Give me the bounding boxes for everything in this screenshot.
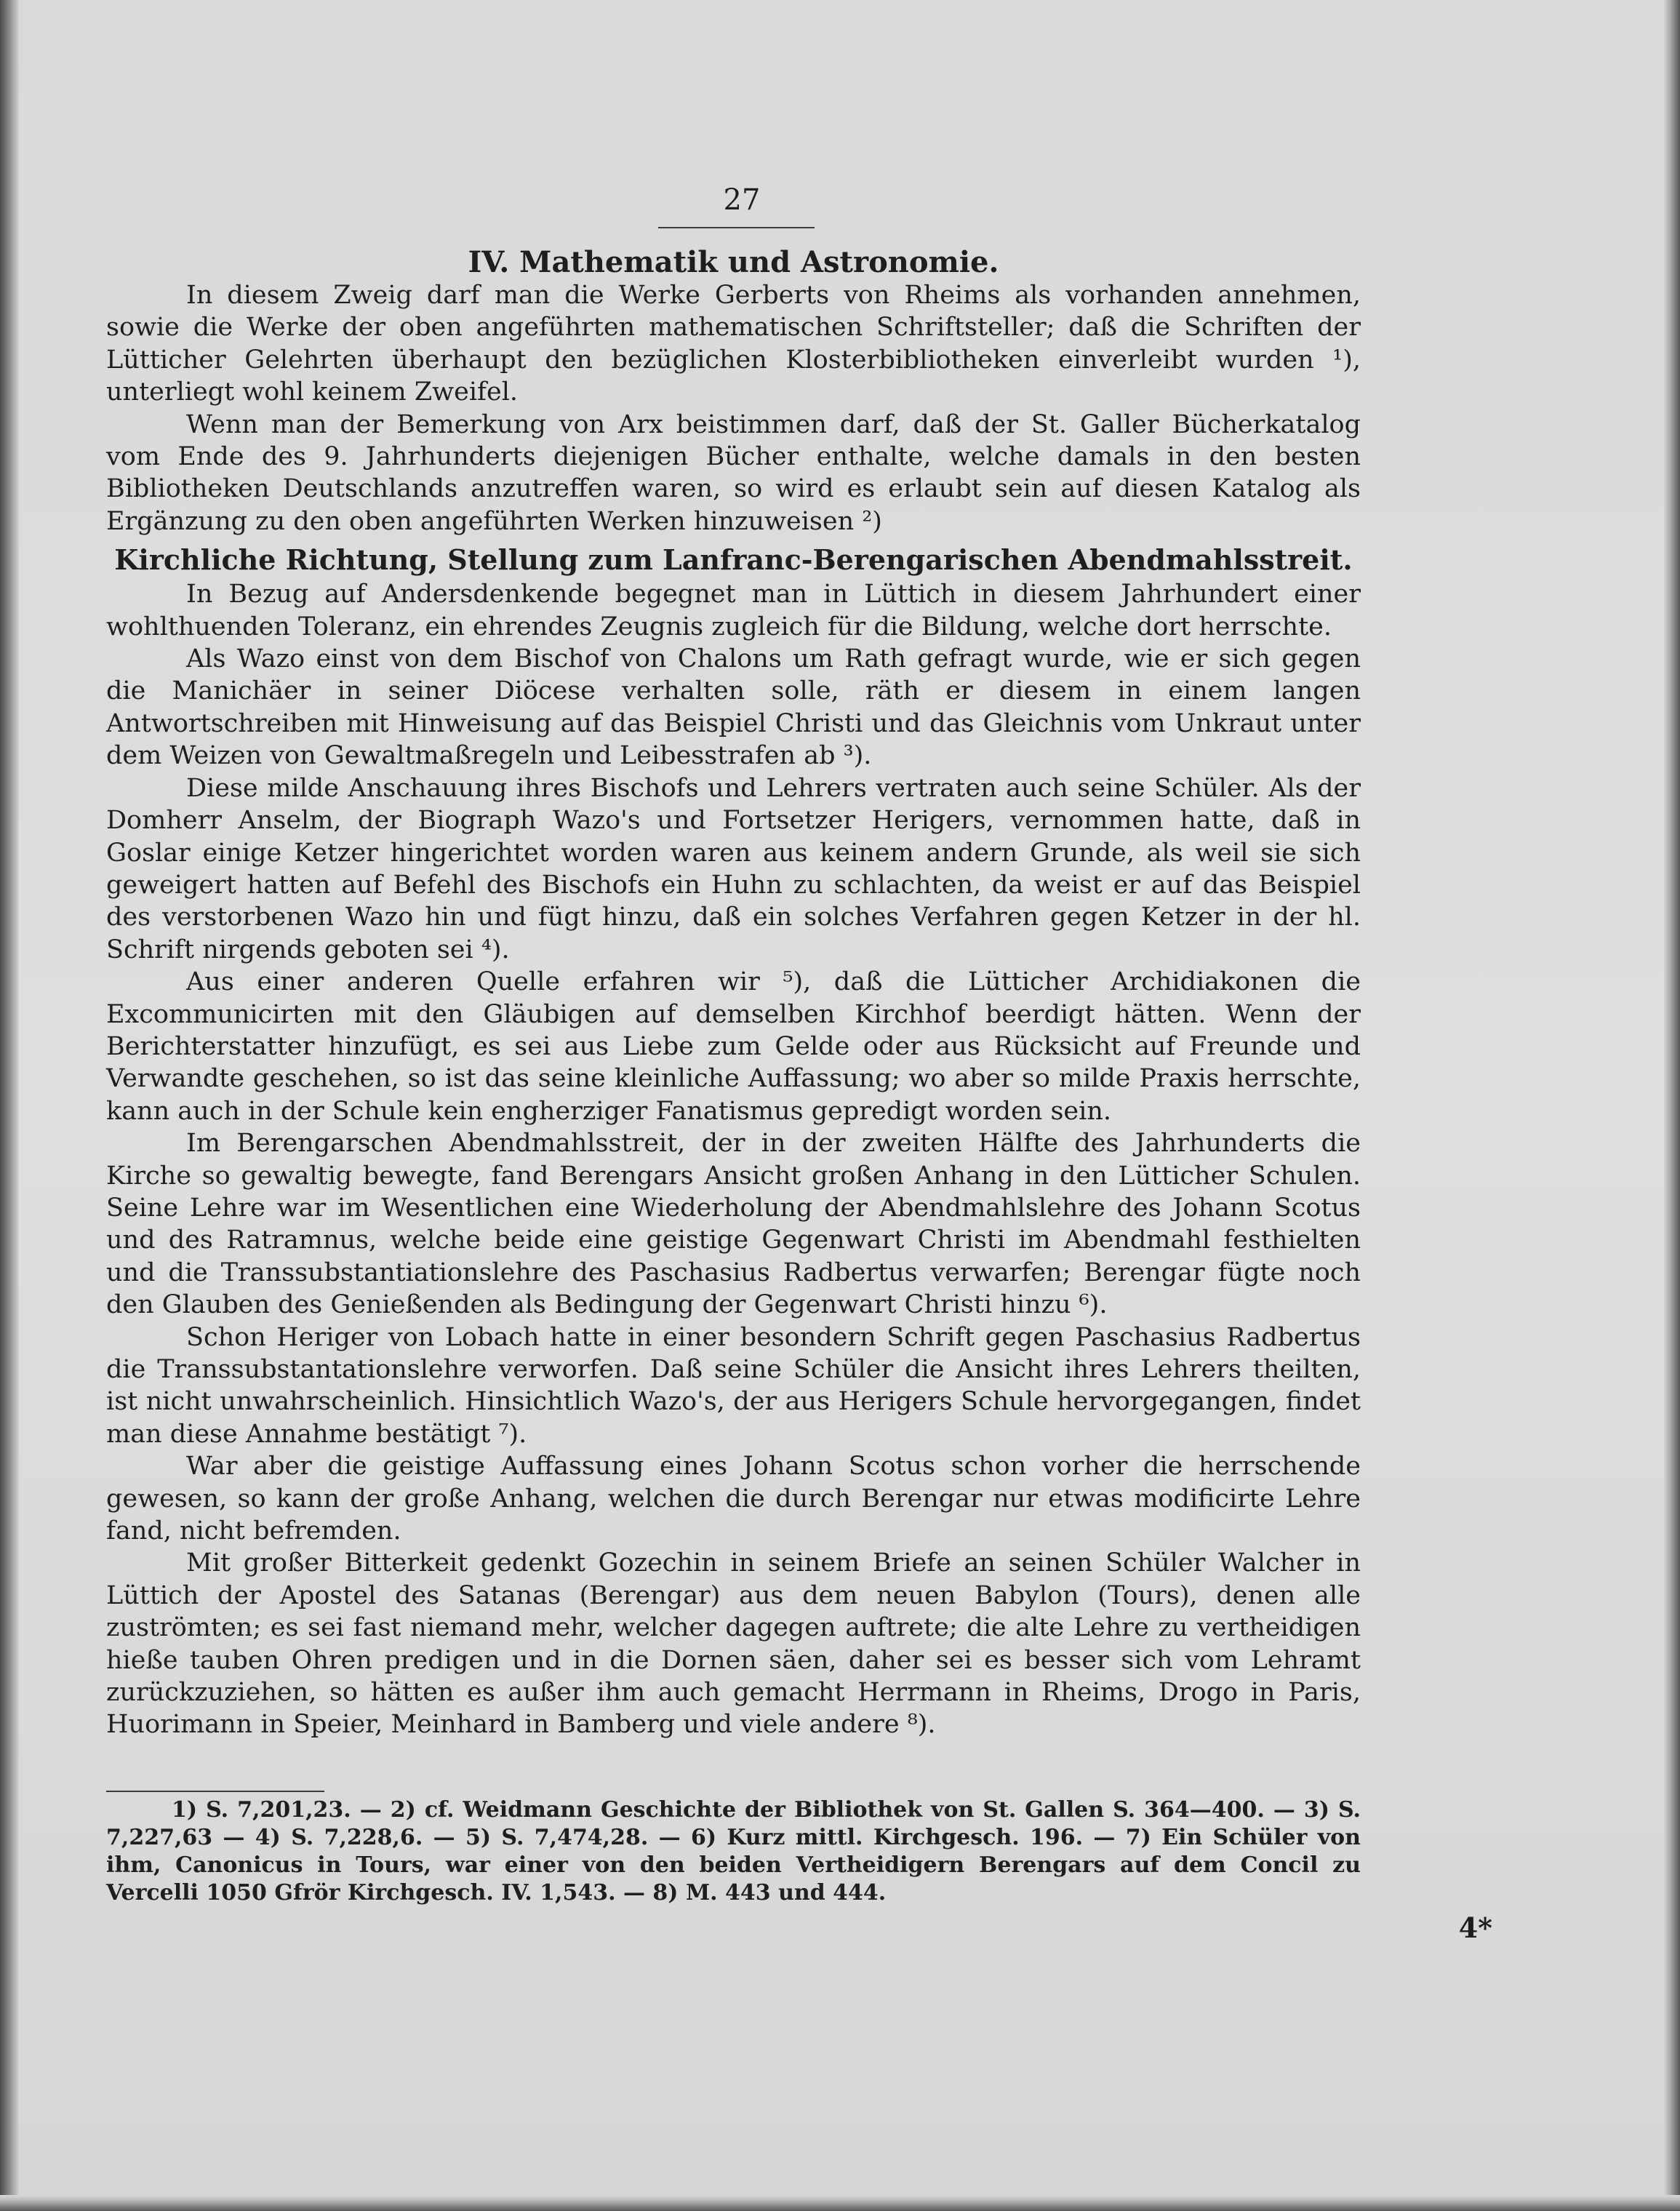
paragraph: Schon Heriger von Lobach hatte in einer besondern Schrift gegen Paschasius Radbertus die Transsubstantationslehre verworfen. Daß seine Schüler die Ansicht ihres Lehrers theilten, ist nicht unwahrscheinlich. Hinsichtlich Wazo's, der aus Herigers Schule hervorgegangen, findet man diese Annahme bestätigt ⁷).: [106, 1322, 1361, 1449]
paragraph: Als Wazo einst von dem Bischof von Chalons um Rath gefragt wurde, wie er sich gegen die Manichäer in seiner Diöcese verhalten solle, räth er diesem in einem langen Antwortschreiben mit Hinweisung auf das Beispiel Christi und das Gleichnis vom Unkraut unter dem Weizen von Gewaltmaßregeln und Leibesstrafen ab ³).: [106, 644, 1361, 771]
footnotes: [106, 1796, 1361, 1907]
page-number: 27: [723, 183, 761, 217]
page-edge-left-shadow: [0, 0, 19, 2211]
paragraph: Aus einer anderen Quelle erfahren wir ⁵), daß die Lütticher Archidiakonen die Excommunicirten mit den Gläubigen auf demselben Kirchhof beerdigt hätten. Wenn der Berichterstatter hinzufügt, es sei aus Liebe zum Gelde oder aus Rücksicht auf Freunde und Verwandte geschehen, so ist das seine kleinliche Auffassung; wo aber so milde Praxis herrschte, kann auch in der Schule kein engherziger Fanatismus gepredigt worden sein.: [106, 967, 1361, 1126]
section-heading-church: Kirchliche Richtung, Stellung zum Lanfranc-Berengarischen Abendmahlsstreit.: [114, 543, 1353, 577]
page-edge-right-shadow: [1664, 0, 1680, 2211]
paragraph: Diese milde Anschauung ihres Bischofs und Lehrers vertraten auch seine Schüler. Als der Domherr Anselm, der Biograph Wazo's und Fortsetzer Herigers, vernommen hatte, daß in Goslar einige Ketzer hingerichtet worden waren aus keinem andern Grunde, als weil sie sich geweigert hatten auf Befehl des Bischofs ein Huhn zu schlachten, da weist er auf das Beispiel des verstorbenen Wazo hin und fügt hinzu, daß ein solches Verfahren gegen Ketzer in der hl. Schrift nirgends geboten sei ⁴).: [106, 773, 1361, 964]
paragraph: War aber die geistige Auffassung eines Johann Scotus schon vorher die herrschende gewesen, so kann der große Anhang, welchen die durch Berengar nur etwas modificirte Lehre fand, nicht befremden.: [106, 1452, 1361, 1546]
paragraph: In diesem Zweig darf man die Werke Gerberts von Rheims als vorhanden annehmen, sowie die Werke der oben angeführten mathematischen Schriftsteller; daß die Schriften der Lütticher Gelehrten überhaupt den bezüglichen Klosterbibliotheken einverleibt wurden ¹), unterliegt wohl keinem Zweifel.: [106, 281, 1361, 407]
section-heading-mathematics: IV. Mathematik und Astronomie.: [468, 245, 999, 279]
header-rule: [658, 227, 815, 228]
paragraph: Mit großer Bitterkeit gedenkt Gozechin in seinem Briefe an seinen Schüler Walcher in Lüttich der Apostel des Satanas (Berengar) aus dem neuen Babylon (Tours), denen alle zuströmten; es sei fast niemand mehr, welcher dagegen auftrete; die alte Lehre zu vertheidigen hieße tauben Ohren predigen und in die Dornen säen, daher sei es besser sich vom Lehramt zurückzuziehen, so hätten es außer ihm auch gemacht Herrmann in Rheims, Drogo in Paris, Huorimann in Speier, Meinhard in Bamberg und viele andere ⁸).: [106, 1548, 1361, 1740]
paragraph: Wenn man der Bemerkung von Arx beistimmen darf, daß der St. Galler Bücherkatalog vom Ende des 9. Jahrhunderts diejenigen Bücher enthalte, welche damals in den besten Bibliotheken Deutschlands anzutreffen waren, so wird es erlaubt sein auf diesen Katalog als Ergänzung zu den oben angeführten Werken hinzuweisen ²): [106, 409, 1361, 536]
signature-mark: 4*: [1458, 1911, 1492, 1944]
page-edge-bottom-shadow: [0, 2195, 1680, 2211]
paragraph: Im Berengarschen Abendmahlsstreit, der in der zweiten Hälfte des Jahrhunderts die Kirche so gewaltig bewegte, fand Berengars Ansicht großen Anhang in den Lütticher Schulen. Seine Lehre war im Wesentlichen eine Wiederholung der Abendmahlslehre des Johann Scotus und des Ratramnus, welche beide eine geistige Gegenwart Christi im Abendmahl festhielten und die Transsubstantiationslehre des Paschasius Radbertus verwarfen; Berengar fügte noch den Glauben des Genießenden als Bedingung der Gegenwart Christi hinzu ⁶).: [106, 1129, 1361, 1320]
footnote-text: 1) S. 7,201,23. — 2) cf. Weidmann Geschichte der Bibliothek von St. Gallen S. 364—400. — 3) S. 7,227,63 — 4) S. 7,228,6. — 5) S. 7,474,28. — 6) Kurz mittl. Kirchgesch. 196. — 7) Ein Schüler von ihm, Canonicus in Tours, war einer von den beiden Vertheidigern Berengars auf dem Concil zu Vercelli 1050 Gfrör Kirchgesch. IV. 1,543. — 8) M. 443 und 444.: [106, 1797, 1361, 1906]
paragraph: In Bezug auf Andersdenkende begegnet man in Lüttich in diesem Jahrhundert einer wohlthuenden Toleranz, ein ehrendes Zeugnis zugleich für die Bildung, welche dort herrschte.: [106, 580, 1361, 641]
footnote-rule: [106, 1791, 324, 1792]
main-text: [106, 246, 1361, 1741]
